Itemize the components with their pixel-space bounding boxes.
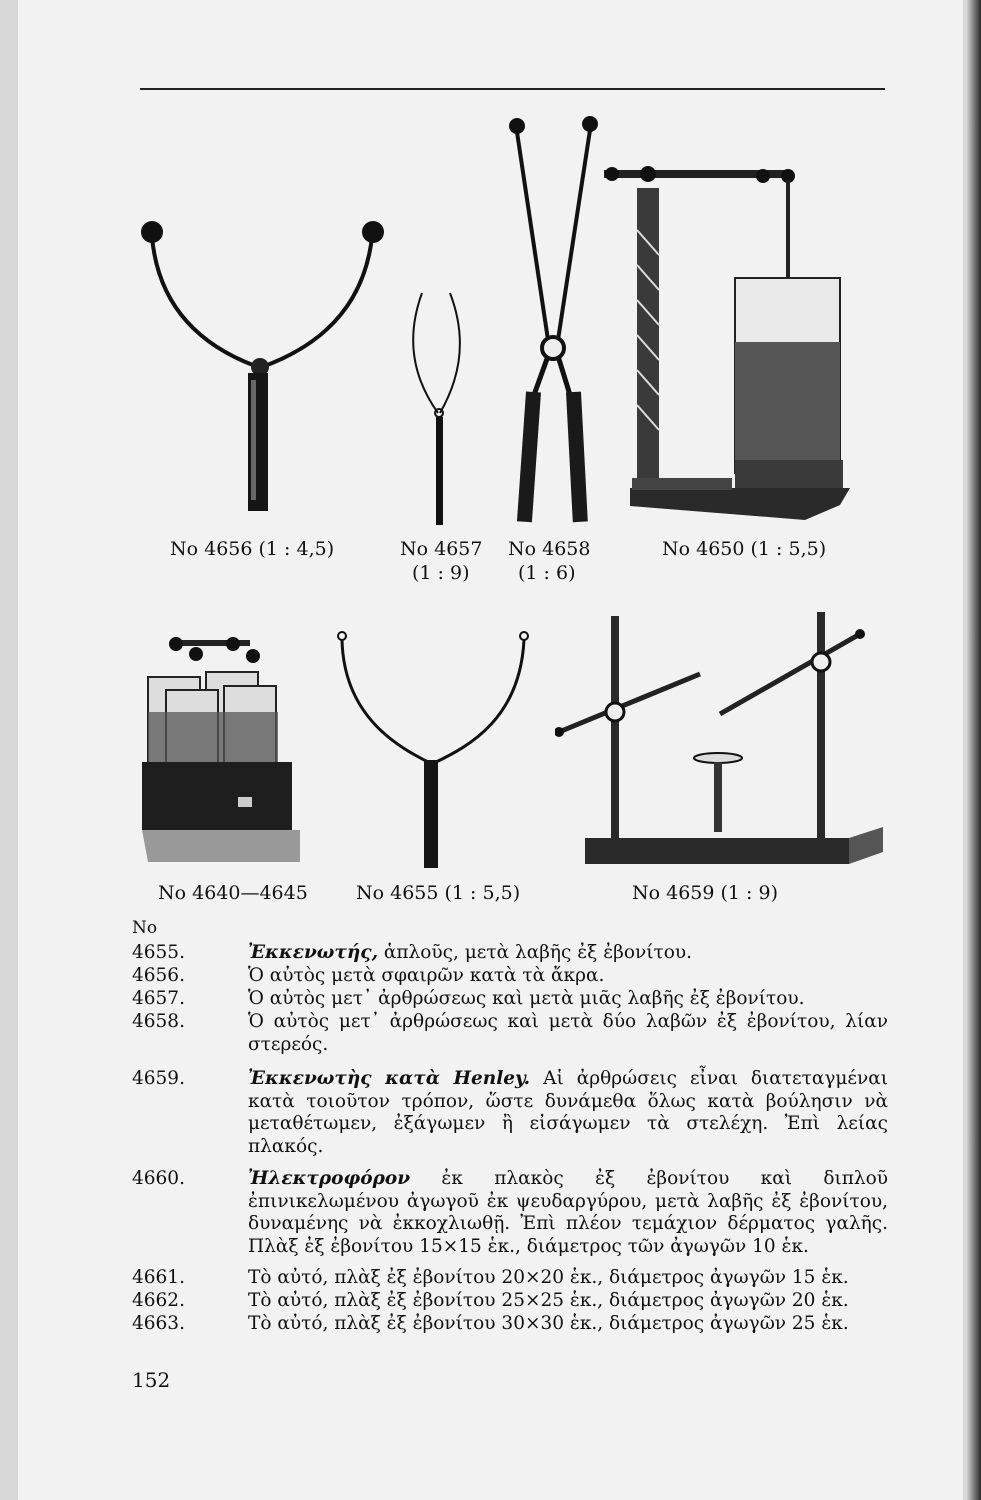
caption-4658-scale: (1 : 6) [518,562,576,584]
figure-4658-double-handle-discharger [500,110,610,530]
caption-4656: No 4656 (1 : 4,5) [170,538,335,560]
page-edge-shadow [967,0,981,1500]
top-rule [140,88,885,90]
page-number: 152 [132,1368,171,1392]
figure-4656-discharger-with-balls [130,205,390,520]
figure-4640-4645-jar-battery-box [138,632,308,864]
caption-4655: No 4655 (1 : 5,5) [356,882,521,904]
caption-4657-scale: (1 : 9) [412,562,470,584]
caption-4659: No 4659 (1 : 9) [632,882,778,904]
figure-4659-henley-discharger [555,612,890,870]
caption-4640-4645: No 4640—4645 [158,882,308,904]
caption-4658-number: No 4658 [508,538,591,560]
figure-4657-jointed-discharger [398,285,478,530]
figure-4655-simple-discharger [330,628,535,873]
caption-4657-number: No 4657 [400,538,483,560]
figure-4650-jar-on-stand [600,160,860,530]
list-header: No [132,918,158,938]
caption-4650: No 4650 (1 : 5,5) [662,538,827,560]
